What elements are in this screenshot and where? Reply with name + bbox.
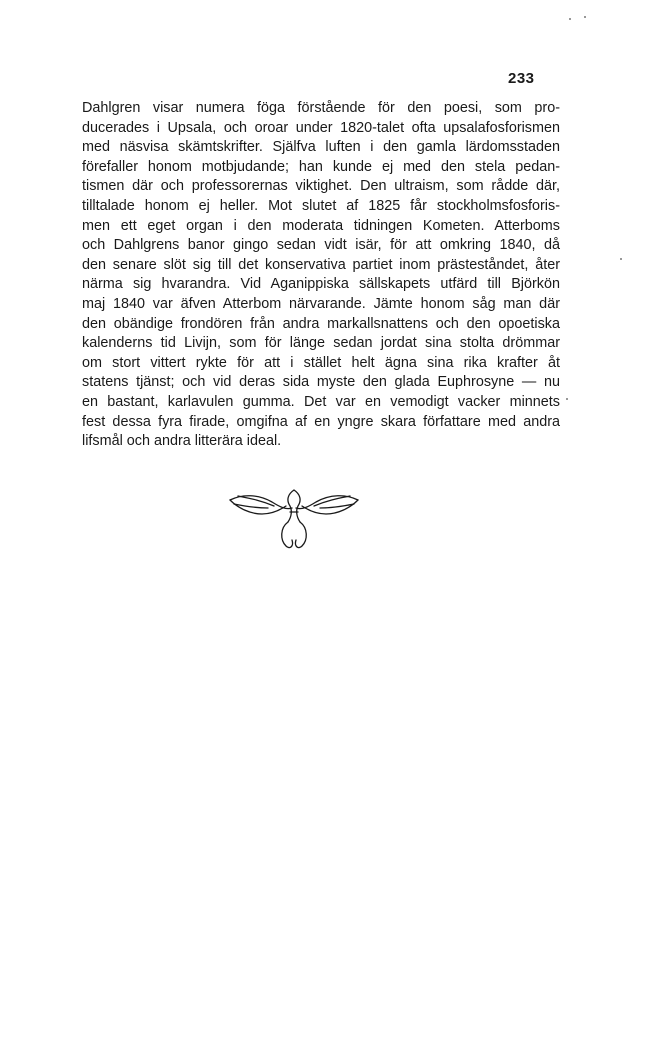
text-line: den senare slöt sig till det konservativa partiet inom prästeståndet, åter	[82, 256, 560, 273]
text-line: närma sig hvarandra. Vid Aganippiska sällskapets utfärd till Björkön	[82, 276, 560, 293]
text-line: om stort vittert rykte för att i stället helt ägna sina rika krafter åt	[82, 354, 560, 371]
text-line: fest dessa fyra firade, omgifna af en yngre skara författare med andra	[82, 413, 560, 430]
text-line: och Dahlgrens banor gingo sedan vidt isär, för att omkring 1840, då	[82, 237, 560, 254]
body-paragraph	[82, 99, 560, 452]
print-speck	[620, 258, 622, 260]
text-line: med näsvisa skämtskrifter. Själfva luften i den gamla lärdomsstaden	[82, 139, 560, 156]
text-line: maj 1840 var äfven Atterbom närvarande. Jämte honom såg man där	[82, 295, 560, 312]
text-line: tismen där och professorernas viktighet. Den ultraism, som rådde där,	[82, 178, 560, 195]
text-line: Dahlgren visar numera föga förstående för den poesi, som pro-	[82, 100, 560, 116]
text-line: ducerades i Upsala, och oroar under 1820-talet ofta upsalafosforismen	[82, 119, 560, 136]
decorative-ornament-icon	[228, 488, 360, 552]
text-line: tilltalade honom ej heller. Mot slutet af 1825 får stockholmsfosforis-	[82, 197, 560, 214]
print-speck	[584, 16, 586, 18]
text-line: men ett eget organ i den moderata tidningen Kometen. Atterboms	[82, 217, 560, 234]
text-line: statens tjänst; och vid deras sida myste den glada Euphrosyne — nu	[82, 374, 560, 391]
print-speck	[569, 18, 571, 20]
text-line: lifsmål och andra litterära ideal.	[82, 433, 282, 450]
print-speck	[566, 398, 568, 400]
text-line: kalenderns tid Livijn, som för länge sedan jordat sina stolta drömmar	[82, 335, 560, 352]
text-line: förefaller honom motbjudande; han kunde ej med den stela pedan-	[82, 158, 560, 175]
page-number: 233	[508, 70, 535, 87]
text-line: den obändige frondören från andra markallsnattens och den opoetiska	[82, 315, 560, 332]
text-line: en bastant, karlavulen gumma. Det var en vemodigt vacker minnets	[82, 393, 560, 410]
